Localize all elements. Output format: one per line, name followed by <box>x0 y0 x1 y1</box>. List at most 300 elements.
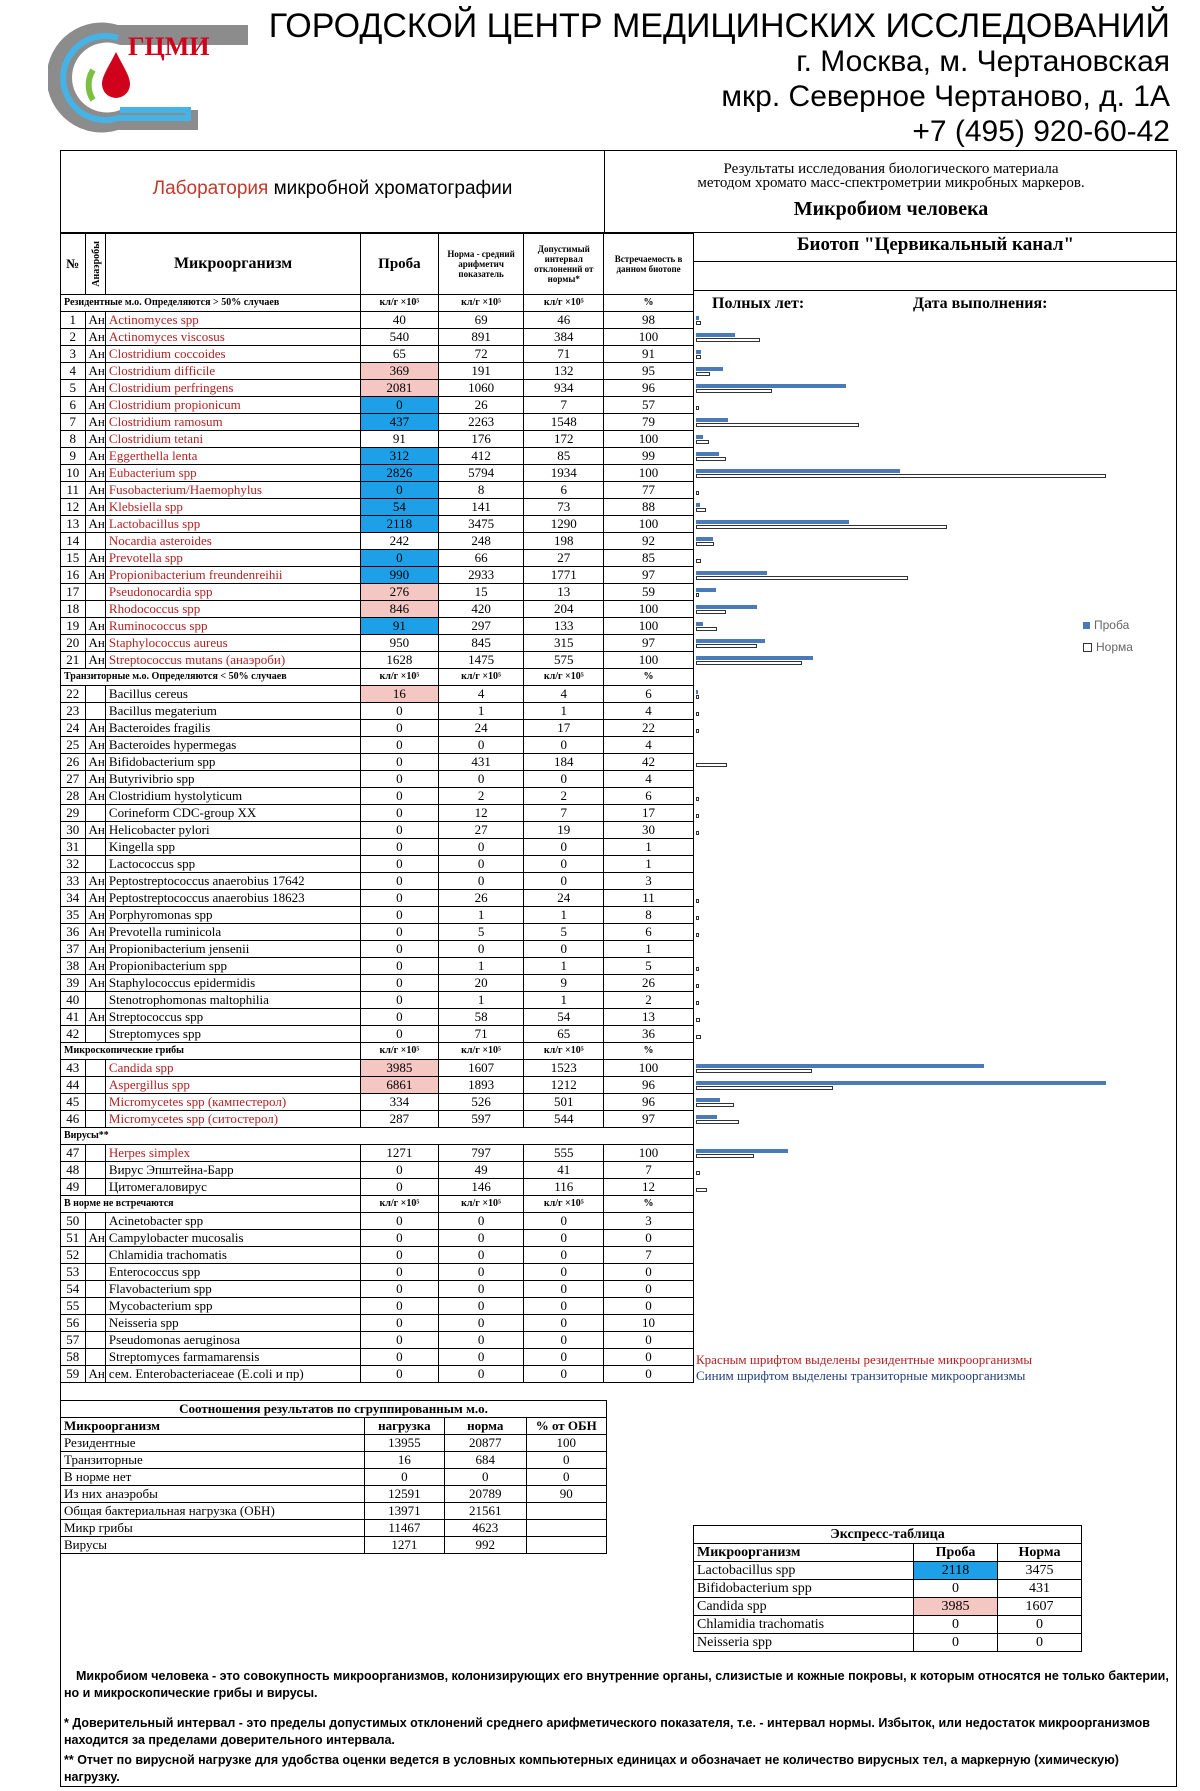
unit-cell: кл/г ×10⁵ <box>524 1043 604 1060</box>
row-freq: 0 <box>604 1281 694 1298</box>
row-interval: 0 <box>524 1230 604 1247</box>
ratio-norm: 4623 <box>445 1520 526 1537</box>
col-interval: Допустимый интервал отклонений от нормы* <box>534 244 594 284</box>
row-interval: 2 <box>524 788 604 805</box>
row-anaer: Ан <box>85 346 105 363</box>
row-norma: 71 <box>438 1026 524 1043</box>
table-row <box>61 567 694 584</box>
bar-norma <box>696 440 709 444</box>
row-anaer: Ан <box>85 516 105 533</box>
row-norma: 2263 <box>438 414 524 431</box>
unit-cell: кл/г ×10⁵ <box>361 295 439 312</box>
ratio-row <box>61 1452 607 1469</box>
row-organism: Nocardia asteroides <box>105 533 360 550</box>
row-freq: 6 <box>604 788 694 805</box>
table-row <box>61 1264 694 1281</box>
row-anaer <box>85 1179 105 1196</box>
section-row <box>61 1043 694 1060</box>
express-norma: 431 <box>998 1580 1082 1598</box>
table-row <box>61 754 694 771</box>
table-row <box>61 1077 694 1094</box>
results-box <box>605 150 1177 233</box>
bar-norma <box>696 1018 700 1022</box>
row-freq: 10 <box>604 1315 694 1332</box>
bar-norma <box>696 372 710 376</box>
row-num: 48 <box>61 1162 86 1179</box>
row-proba: 0 <box>361 958 439 975</box>
row-anaer: Ан <box>85 448 105 465</box>
row-organism: Campylobacter mucosalis <box>105 1230 360 1247</box>
row-proba: 1628 <box>361 652 439 669</box>
row-norma: 0 <box>438 1264 524 1281</box>
bar-norma <box>696 355 701 359</box>
row-anaer: Ан <box>85 499 105 516</box>
section-title: Резидентные м.о. Определяются > 50% случаев <box>61 295 361 312</box>
row-interval: 6 <box>524 482 604 499</box>
bar-proba <box>696 1064 984 1068</box>
row-organism: Helicobacter pylori <box>105 822 360 839</box>
express-head-norma: Норма <box>998 1544 1082 1562</box>
row-norma: 26 <box>438 397 524 414</box>
row-organism: Klebsiella spp <box>105 499 360 516</box>
col-proba: Проба <box>361 234 439 295</box>
row-proba: 0 <box>361 1247 439 1264</box>
legend-proba <box>1083 618 1129 632</box>
ratio-load: 16 <box>364 1452 444 1469</box>
row-num: 39 <box>61 975 86 992</box>
ratio-title-row <box>61 1401 607 1418</box>
table-row <box>61 1026 694 1043</box>
row-freq: 96 <box>604 380 694 397</box>
table-row <box>61 1162 694 1179</box>
row-num: 57 <box>61 1332 86 1349</box>
row-freq: 6 <box>604 686 694 703</box>
bar-proba <box>696 1115 717 1119</box>
row-organism: Lactobacillus spp <box>105 516 360 533</box>
ratio-row <box>61 1486 607 1503</box>
row-anaer: Ан <box>85 431 105 448</box>
bar-norma <box>696 321 701 325</box>
bar-norma <box>696 1188 707 1192</box>
row-freq: 99 <box>604 448 694 465</box>
row-organism: Acinetobacter spp <box>105 1213 360 1230</box>
bar-norma <box>696 763 727 767</box>
lab-title-rest: микробной хроматографии <box>268 178 513 199</box>
row-num: 53 <box>61 1264 86 1281</box>
row-organism: Цитомегаловирус <box>105 1179 360 1196</box>
ratio-title: Соотношения результатов по сгруппированным м.о. <box>61 1401 607 1418</box>
results-title: Микробиом человека <box>793 198 989 220</box>
row-norma: 66 <box>438 550 524 567</box>
table-body <box>61 295 694 1383</box>
row-organism: Lactococcus spp <box>105 856 360 873</box>
express-norma: 0 <box>998 1634 1082 1652</box>
row-freq: 7 <box>604 1247 694 1264</box>
row-anaer <box>85 805 105 822</box>
unit-cell: % <box>604 295 694 312</box>
row-interval: 46 <box>524 312 604 329</box>
bar-norma <box>696 1171 700 1175</box>
row-organism: Clostridium hystolyticum <box>105 788 360 805</box>
phone-number[interactable]: +7 (495) 920-60-42 <box>912 115 1170 148</box>
row-freq: 3 <box>604 873 694 890</box>
row-freq: 100 <box>604 652 694 669</box>
bar-proba <box>696 1081 1106 1085</box>
row-num: 40 <box>61 992 86 1009</box>
row-norma: 248 <box>438 533 524 550</box>
row-anaer: Ан <box>85 737 105 754</box>
row-proba: 0 <box>361 890 439 907</box>
row-interval: 0 <box>524 1281 604 1298</box>
row-norma: 26 <box>438 890 524 907</box>
row-proba: 2826 <box>361 465 439 482</box>
row-organism: Ruminococcus spp <box>105 618 360 635</box>
ratio-norm: 684 <box>445 1452 526 1469</box>
bar-norma <box>696 695 699 699</box>
col-anaer <box>85 234 105 295</box>
express-body <box>694 1562 1082 1652</box>
section-row <box>61 669 694 686</box>
row-interval: 184 <box>524 754 604 771</box>
row-anaer: Ан <box>85 822 105 839</box>
row-interval: 19 <box>524 822 604 839</box>
row-proba: 0 <box>361 737 439 754</box>
row-interval: 0 <box>524 737 604 754</box>
row-freq: 91 <box>604 346 694 363</box>
table-row <box>61 788 694 805</box>
bar-norma <box>696 1035 701 1039</box>
table-row <box>61 805 694 822</box>
row-organism: Streptomyces spp <box>105 1026 360 1043</box>
row-num: 47 <box>61 1145 86 1162</box>
row-anaer <box>85 839 105 856</box>
page-header <box>0 0 1200 150</box>
row-interval: 0 <box>524 1349 604 1366</box>
ratio-load: 12591 <box>364 1486 444 1503</box>
table-row <box>61 1315 694 1332</box>
col-freq: Встречаемость в данном биотопе <box>614 254 683 274</box>
bar-norma <box>696 1001 699 1005</box>
row-interval: 1290 <box>524 516 604 533</box>
row-proba: 0 <box>361 703 439 720</box>
row-freq: 42 <box>604 754 694 771</box>
row-norma: 2 <box>438 788 524 805</box>
ratio-load: 13971 <box>364 1503 444 1520</box>
row-interval: 1934 <box>524 465 604 482</box>
row-proba: 6861 <box>361 1077 439 1094</box>
row-proba: 334 <box>361 1094 439 1111</box>
section-title: В норме не встречаются <box>61 1196 361 1213</box>
row-interval: 71 <box>524 346 604 363</box>
row-interval: 17 <box>524 720 604 737</box>
row-freq: 0 <box>604 1349 694 1366</box>
row-interval: 73 <box>524 499 604 516</box>
table-row <box>61 414 694 431</box>
express-proba: 3985 <box>914 1598 998 1616</box>
table-row <box>61 550 694 567</box>
bar-norma <box>696 338 760 342</box>
row-freq: 96 <box>604 1077 694 1094</box>
express-title-row <box>694 1526 1082 1544</box>
row-freq: 100 <box>604 329 694 346</box>
bar-norma <box>696 525 947 529</box>
row-num: 17 <box>61 584 86 601</box>
row-proba: 2118 <box>361 516 439 533</box>
bar-norma <box>696 1086 833 1090</box>
row-interval: 0 <box>524 856 604 873</box>
row-freq: 100 <box>604 618 694 635</box>
row-norma: 0 <box>438 839 524 856</box>
row-interval: 1771 <box>524 567 604 584</box>
row-anaer: Ан <box>85 1230 105 1247</box>
bar-norma <box>696 406 699 410</box>
row-anaer: Ан <box>85 380 105 397</box>
ratio-row <box>61 1435 607 1452</box>
row-proba: 2081 <box>361 380 439 397</box>
row-anaer: Ан <box>85 465 105 482</box>
row-proba: 0 <box>361 1349 439 1366</box>
row-proba: 0 <box>361 1179 439 1196</box>
row-norma: 1 <box>438 958 524 975</box>
ratio-org: Транзиторные <box>61 1452 365 1469</box>
row-organism: Herpes simplex <box>105 1145 360 1162</box>
row-anaer <box>85 1332 105 1349</box>
bar-norma <box>696 389 772 393</box>
row-organism: Clostridium tetani <box>105 431 360 448</box>
results-line2: методом хромато масс-спектрометрии микробных маркеров. <box>697 175 1085 191</box>
row-freq: 1 <box>604 941 694 958</box>
row-num: 24 <box>61 720 86 737</box>
row-organism: Chlamidia trachomatis <box>105 1247 360 1264</box>
bar-proba <box>696 605 757 609</box>
row-organism: Micromycetes spp (ситостерол) <box>105 1111 360 1128</box>
row-num: 6 <box>61 397 86 414</box>
row-anaer <box>85 1094 105 1111</box>
ratio-org: Резидентные <box>61 1435 365 1452</box>
express-org: Bifidobacterium spp <box>694 1580 914 1598</box>
row-organism: Neisseria spp <box>105 1315 360 1332</box>
row-interval: 27 <box>524 550 604 567</box>
express-norma: 1607 <box>998 1598 1082 1616</box>
legend-proba-label: Проба <box>1094 618 1130 632</box>
row-proba: 0 <box>361 1332 439 1349</box>
row-interval: 934 <box>524 380 604 397</box>
note-transit: Синим шрифтом выделены транзиторные микроорганизмы <box>696 1368 1026 1383</box>
row-norma: 1 <box>438 992 524 1009</box>
table-row <box>61 890 694 907</box>
row-norma: 431 <box>438 754 524 771</box>
unit-cell: кл/г ×10⁵ <box>438 669 524 686</box>
table-row <box>61 771 694 788</box>
row-anaer: Ан <box>85 567 105 584</box>
unit-cell: кл/г ×10⁵ <box>524 669 604 686</box>
row-num: 21 <box>61 652 86 669</box>
row-interval: 0 <box>524 1298 604 1315</box>
row-anaer: Ан <box>85 771 105 788</box>
row-norma: 191 <box>438 363 524 380</box>
table-row <box>61 856 694 873</box>
row-norma: 58 <box>438 1009 524 1026</box>
ratio-norm: 20877 <box>445 1435 526 1452</box>
table-row <box>61 346 694 363</box>
unit-cell: кл/г ×10⁵ <box>524 1196 604 1213</box>
row-organism: сем. Enterobacteriaceae (E.coli и пр) <box>105 1366 360 1383</box>
row-organism: Clostridium ramosum <box>105 414 360 431</box>
row-num: 25 <box>61 737 86 754</box>
row-interval: 198 <box>524 533 604 550</box>
row-interval: 0 <box>524 941 604 958</box>
table-row <box>61 873 694 890</box>
row-num: 22 <box>61 686 86 703</box>
ratio-org: Из них анаэробы <box>61 1486 365 1503</box>
row-num: 43 <box>61 1060 86 1077</box>
row-interval: 41 <box>524 1162 604 1179</box>
row-norma: 1060 <box>438 380 524 397</box>
unit-cell: кл/г ×10⁵ <box>438 1196 524 1213</box>
express-norma: 0 <box>998 1616 1082 1634</box>
row-anaer: Ан <box>85 941 105 958</box>
row-anaer: Ан <box>85 635 105 652</box>
row-num: 8 <box>61 431 86 448</box>
row-num: 13 <box>61 516 86 533</box>
row-interval: 9 <box>524 975 604 992</box>
row-proba: 312 <box>361 448 439 465</box>
row-norma: 0 <box>438 737 524 754</box>
row-interval: 7 <box>524 397 604 414</box>
row-proba: 0 <box>361 1213 439 1230</box>
row-proba: 0 <box>361 822 439 839</box>
row-norma: 0 <box>438 856 524 873</box>
row-interval: 0 <box>524 839 604 856</box>
table-row <box>61 737 694 754</box>
row-num: 1 <box>61 312 86 329</box>
row-freq: 59 <box>604 584 694 601</box>
row-proba: 0 <box>361 754 439 771</box>
ratio-head-norm: норма <box>445 1418 526 1435</box>
ratio-pct: 100 <box>526 1435 607 1452</box>
row-anaer: Ан <box>85 329 105 346</box>
ratio-org: Вирусы <box>61 1537 365 1554</box>
row-organism: Micromycetes spp (кампестерол) <box>105 1094 360 1111</box>
ratio-pct: 90 <box>526 1486 607 1503</box>
row-num: 52 <box>61 1247 86 1264</box>
ratio-load: 1271 <box>364 1537 444 1554</box>
row-freq: 3 <box>604 1213 694 1230</box>
express-proba: 0 <box>914 1580 998 1598</box>
row-interval: 116 <box>524 1179 604 1196</box>
row-norma: 420 <box>438 601 524 618</box>
center-name-block <box>269 8 1170 149</box>
row-anaer: Ан <box>85 414 105 431</box>
bar-proba <box>696 639 765 643</box>
row-num: 29 <box>61 805 86 822</box>
comparison-chart <box>694 233 1177 1353</box>
row-interval: 132 <box>524 363 604 380</box>
row-norma: 27 <box>438 822 524 839</box>
row-interval: 0 <box>524 1366 604 1383</box>
row-interval: 24 <box>524 890 604 907</box>
row-freq: 100 <box>604 1060 694 1077</box>
row-proba: 0 <box>361 482 439 499</box>
row-norma: 5 <box>438 924 524 941</box>
ratio-head-load: нагрузка <box>364 1418 444 1435</box>
row-organism: Butyrivibrio spp <box>105 771 360 788</box>
row-norma: 146 <box>438 1179 524 1196</box>
row-organism: Prevotella ruminicola <box>105 924 360 941</box>
row-organism: Peptostreptococcus anaerobius 17642 <box>105 873 360 890</box>
row-interval: 4 <box>524 686 604 703</box>
row-freq: 0 <box>604 1230 694 1247</box>
row-proba: 540 <box>361 329 439 346</box>
row-num: 50 <box>61 1213 86 1230</box>
express-title: Экспресс-таблица <box>694 1526 1082 1544</box>
row-freq: 26 <box>604 975 694 992</box>
microorganism-table <box>60 233 694 1383</box>
row-proba: 0 <box>361 839 439 856</box>
row-num: 16 <box>61 567 86 584</box>
bar-proba <box>696 333 735 337</box>
row-proba: 0 <box>361 771 439 788</box>
row-proba: 287 <box>361 1111 439 1128</box>
footer-interval: * Доверительный интервал - это пределы допустимых отклонений среднего арифметического показателя, т.е. - интервал нормы. Избыток, или недостаток микроорганизмов находится за пределами доверительного интервала. <box>64 1716 1150 1747</box>
row-interval: 133 <box>524 618 604 635</box>
row-anaer <box>85 992 105 1009</box>
row-organism: Bacillus megaterium <box>105 703 360 720</box>
row-norma: 412 <box>438 448 524 465</box>
row-freq: 2 <box>604 992 694 1009</box>
row-anaer <box>85 1298 105 1315</box>
row-proba: 3985 <box>361 1060 439 1077</box>
row-num: 33 <box>61 873 86 890</box>
section-title: Транзиторные м.о. Определяются < 50% случаев <box>61 669 361 686</box>
row-norma: 3475 <box>438 516 524 533</box>
express-proba: 0 <box>914 1634 998 1652</box>
row-organism: Peptostreptococcus anaerobius 18623 <box>105 890 360 907</box>
row-norma: 24 <box>438 720 524 737</box>
row-organism: Staphylococcus epidermidis <box>105 975 360 992</box>
row-proba: 0 <box>361 924 439 941</box>
row-freq: 13 <box>604 1009 694 1026</box>
row-norma: 845 <box>438 635 524 652</box>
express-norma: 3475 <box>998 1562 1082 1580</box>
row-organism: Streptococcus spp <box>105 1009 360 1026</box>
footer-virus: ** Отчет по вирусной нагрузке для удобства оценки ведется в условных компьютерных единицах и обозначает не количество вирусных тел, а маркерную (химическую) нагрузку. <box>64 1753 1119 1784</box>
row-proba: 65 <box>361 346 439 363</box>
row-organism: Actinomyces viscosus <box>105 329 360 346</box>
row-organism: Pseudomonas aeruginosa <box>105 1332 360 1349</box>
express-table <box>693 1525 1082 1652</box>
row-norma: 0 <box>438 1281 524 1298</box>
bar-proba <box>696 690 698 694</box>
row-freq: 77 <box>604 482 694 499</box>
row-organism: Prevotella spp <box>105 550 360 567</box>
row-proba: 437 <box>361 414 439 431</box>
bar-norma <box>696 559 701 563</box>
row-interval: 7 <box>524 805 604 822</box>
bar-norma <box>696 797 699 801</box>
table-row <box>61 363 694 380</box>
row-anaer: Ан <box>85 720 105 737</box>
row-organism: Bacteroides fragilis <box>105 720 360 737</box>
col-norma: Норма - средний арифметич показатель <box>447 249 515 279</box>
table-row <box>61 635 694 652</box>
row-organism: Propionibacterium spp <box>105 958 360 975</box>
row-organism: Candida spp <box>105 1060 360 1077</box>
row-norma: 15 <box>438 584 524 601</box>
row-norma: 49 <box>438 1162 524 1179</box>
bar-norma <box>696 967 699 971</box>
bar-norma <box>696 984 699 988</box>
